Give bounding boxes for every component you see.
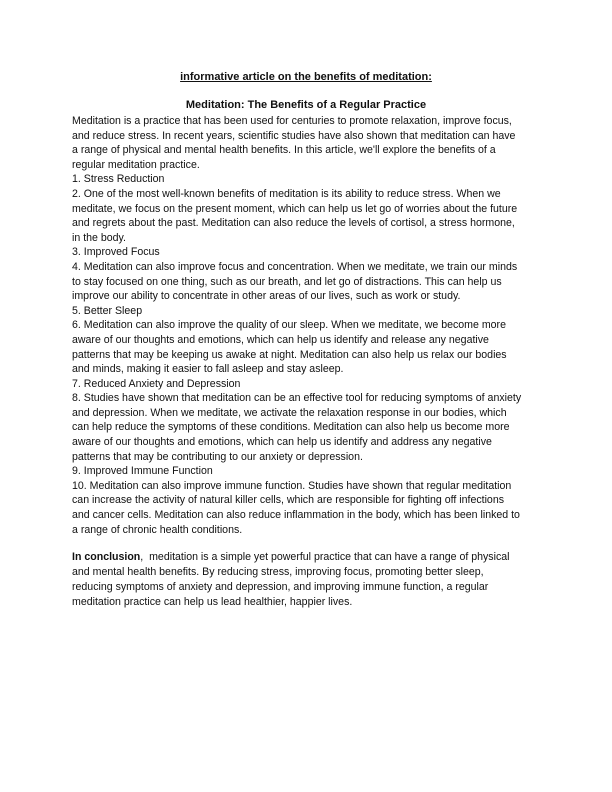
body-line: can increase the activity of natural killer cells, which are responsible for fighting off infections xyxy=(72,494,505,507)
document-title: informative article on the benefits of meditation: xyxy=(180,71,432,83)
body-line: 8. Studies have shown that meditation can be an effective tool for reducing symptoms of anxiety xyxy=(72,392,522,405)
body-line: 10. Meditation can also improve immune function. Studies have shown that regular meditation xyxy=(72,479,512,492)
body-line: 1. Stress Reduction xyxy=(72,173,165,186)
body-line: and cancer cells. Meditation can also reduce inflammation in the body, which has been linked to xyxy=(72,509,520,522)
body-line: can help reduce the symptoms of these conditions. Meditation can also help us become more xyxy=(72,421,510,434)
conclusion-paragraph xyxy=(72,550,510,610)
conclusion-text: , meditation is a simple yet powerful practice that can have a range of physical xyxy=(140,551,510,563)
body-line: in the body. xyxy=(72,231,126,244)
conclusion-line: reducing symptoms of anxiety and depression, and improving immune function, a regular xyxy=(72,581,489,593)
body-line: aware of our thoughts and emotions, which can help us identify and release any negative xyxy=(72,333,489,346)
body-line: to stay focused on one thing, such as our breath, and let go of distractions. This can help us xyxy=(72,275,502,288)
body-line: meditate, we focus on the present moment, which can help us let go of worries about the future xyxy=(72,202,518,215)
body-line: aware of our thoughts and emotions, which can help us identify and address any negative xyxy=(72,436,492,449)
conclusion-line xyxy=(72,550,510,565)
body-line: patterns that may be contributing to our anxiety or depression. xyxy=(72,450,363,463)
body-line: 9. Improved Immune Function xyxy=(72,465,213,478)
body-line: 3. Improved Focus xyxy=(72,246,160,259)
body-line: and regrets about the past. Meditation can also reduce the levels of cortisol, a stress hormone, xyxy=(72,217,515,230)
body-line: patterns that may be keeping us awake at night. Meditation can also help us relax our bodies xyxy=(72,348,507,361)
body-line: and depression. When we meditate, we activate the relaxation response in our bodies, which xyxy=(72,406,507,419)
body-line: and minds, making it easier to fall asleep and stay asleep. xyxy=(72,363,344,376)
body-line: and reduce stress. In recent years, scientific studies have also shown that meditation can have xyxy=(72,129,516,142)
conclusion-lead: In conclusion xyxy=(72,551,141,563)
body-line: 5. Better Sleep xyxy=(72,304,143,317)
body-line: 7. Reduced Anxiety and Depression xyxy=(72,377,241,390)
body-line: regular meditation practice. xyxy=(72,158,200,171)
body-line: 4. Meditation can also improve focus and concentration. When we meditate, we train our minds xyxy=(72,260,518,273)
conclusion-line: and mental health benefits. By reducing stress, improving focus, promoting better sleep, xyxy=(72,566,484,578)
body-line: 2. One of the most well-known benefits of meditation is its ability to reduce stress. When we xyxy=(72,187,501,200)
conclusion-line: meditation practice can help us lead healthier, happier lives. xyxy=(72,596,353,608)
article-body xyxy=(72,114,521,537)
body-line: a range of chronic health conditions. xyxy=(72,523,243,536)
body-line: improve our ability to concentrate in other areas of our lives, such as work or study. xyxy=(72,290,461,303)
body-line: a range of physical and mental health benefits. In this article, we'll explore the benefits of a xyxy=(72,144,496,157)
body-line: Meditation is a practice that has been used for centuries to promote relaxation, improve focus, xyxy=(72,115,512,127)
article-heading: Meditation: The Benefits of a Regular Practice xyxy=(185,99,427,111)
body-line: 6. Meditation can also improve the quality of our sleep. When we meditate, we become more xyxy=(72,319,506,332)
